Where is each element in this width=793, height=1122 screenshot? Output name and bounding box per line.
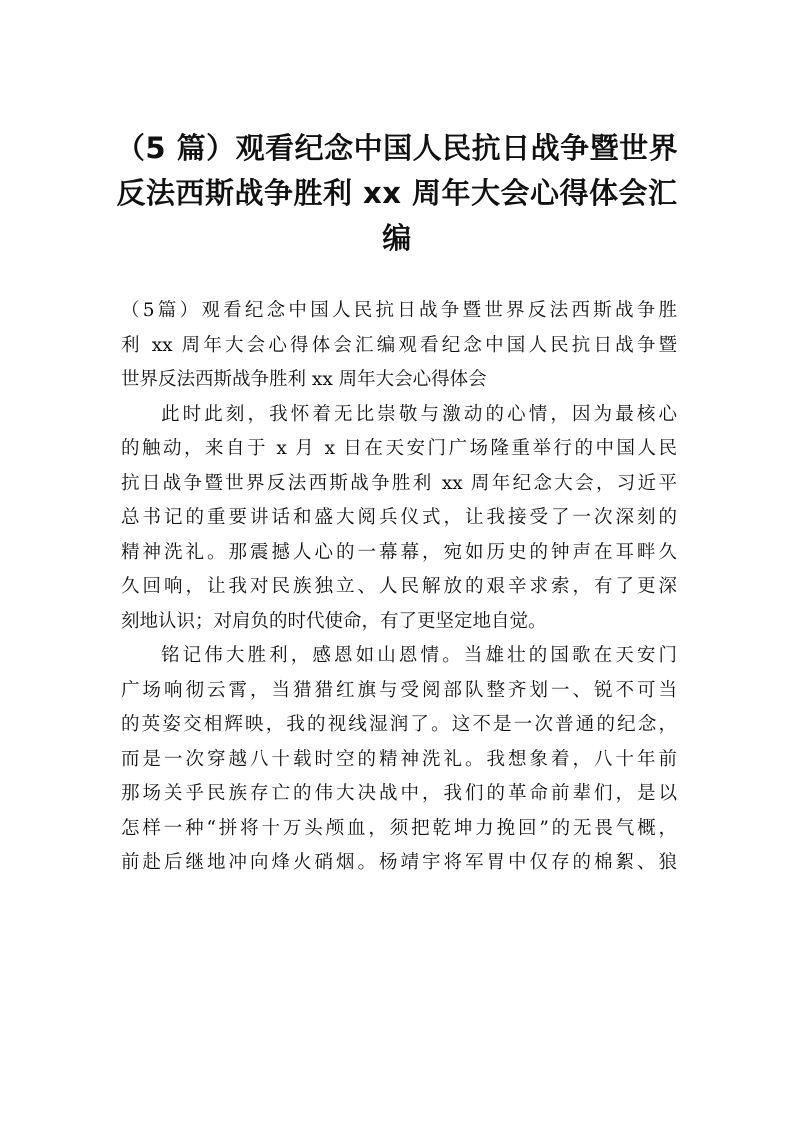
paragraph-line: 抗日战争暨世界反法西斯战争胜利 xx 周年纪念大会，习近平 [121, 472, 677, 494]
body-paragraph [121, 398, 677, 640]
paragraph-line: 久回响，让我对民族独立、人民解放的艰辛求索，有了更深 [121, 576, 677, 597]
paragraph-line: 的触动，来自于 x 月 x 日在天安门广场隆重举行的中国人民 [121, 438, 677, 459]
body-paragraph [121, 639, 677, 881]
paragraph-line: 刻地认识；对肩负的时代使命，有了更坚定地自觉。 [121, 610, 547, 632]
paragraph-line: 广场响彻云霄，当猎猎红旗与受阅部队整齐划一、锐不可当 [121, 679, 677, 701]
paragraph-line: 而是一次穿越八十载时空的精神洗礼。我想象着，八十年前 [121, 748, 677, 770]
document-body [121, 294, 677, 881]
intro-paragraph [121, 294, 677, 398]
paragraph-line: 此时此刻，我怀着无比崇敬与激动的心情，因为最核心 [161, 403, 677, 425]
paragraph-line: 世界反法西斯战争胜利 xx 周年大会心得体会 [121, 369, 487, 390]
document-title [100, 126, 694, 261]
title-line: 反法西斯战争胜利 xx 周年大会心得体会汇 [116, 176, 678, 210]
paragraph-line: 怎样一种“拼将十万头颅血，须把乾坤力挽回”的无畏气概， [121, 817, 677, 839]
paragraph-line: 前赴后继地冲向烽火硝烟。杨靖宇将军胃中仅存的棉絮、狼 [121, 852, 677, 873]
paragraph-line: 精神洗礼。那震撼人心的一幕幕，宛如历史的钟声在耳畔久 [121, 541, 677, 563]
paragraph-line: 总书记的重要讲话和盛大阅兵仪式，让我接受了一次深刻的 [121, 507, 677, 528]
paragraph-line: 的英姿交相辉映，我的视线湿润了。这不是一次普通的纪念， [121, 714, 677, 735]
paragraph-line: 利 xx 周年大会心得体会汇编观看纪念中国人民抗日战争暨 [121, 334, 677, 356]
paragraph-line: （5篇）观看纪念中国人民抗日战争暨世界反法西斯战争胜 [121, 300, 677, 321]
title-line: （5 篇）观看纪念中国人民抗日战争暨世界 [115, 131, 679, 165]
paragraph-line: 铭记伟大胜利，感恩如山恩情。当雄壮的国歌在天安门 [161, 645, 677, 666]
title-line: 编 [382, 221, 412, 255]
paragraph-line: 那场关乎民族存亡的伟大决战中，我们的革命前辈们，是以 [121, 783, 677, 804]
